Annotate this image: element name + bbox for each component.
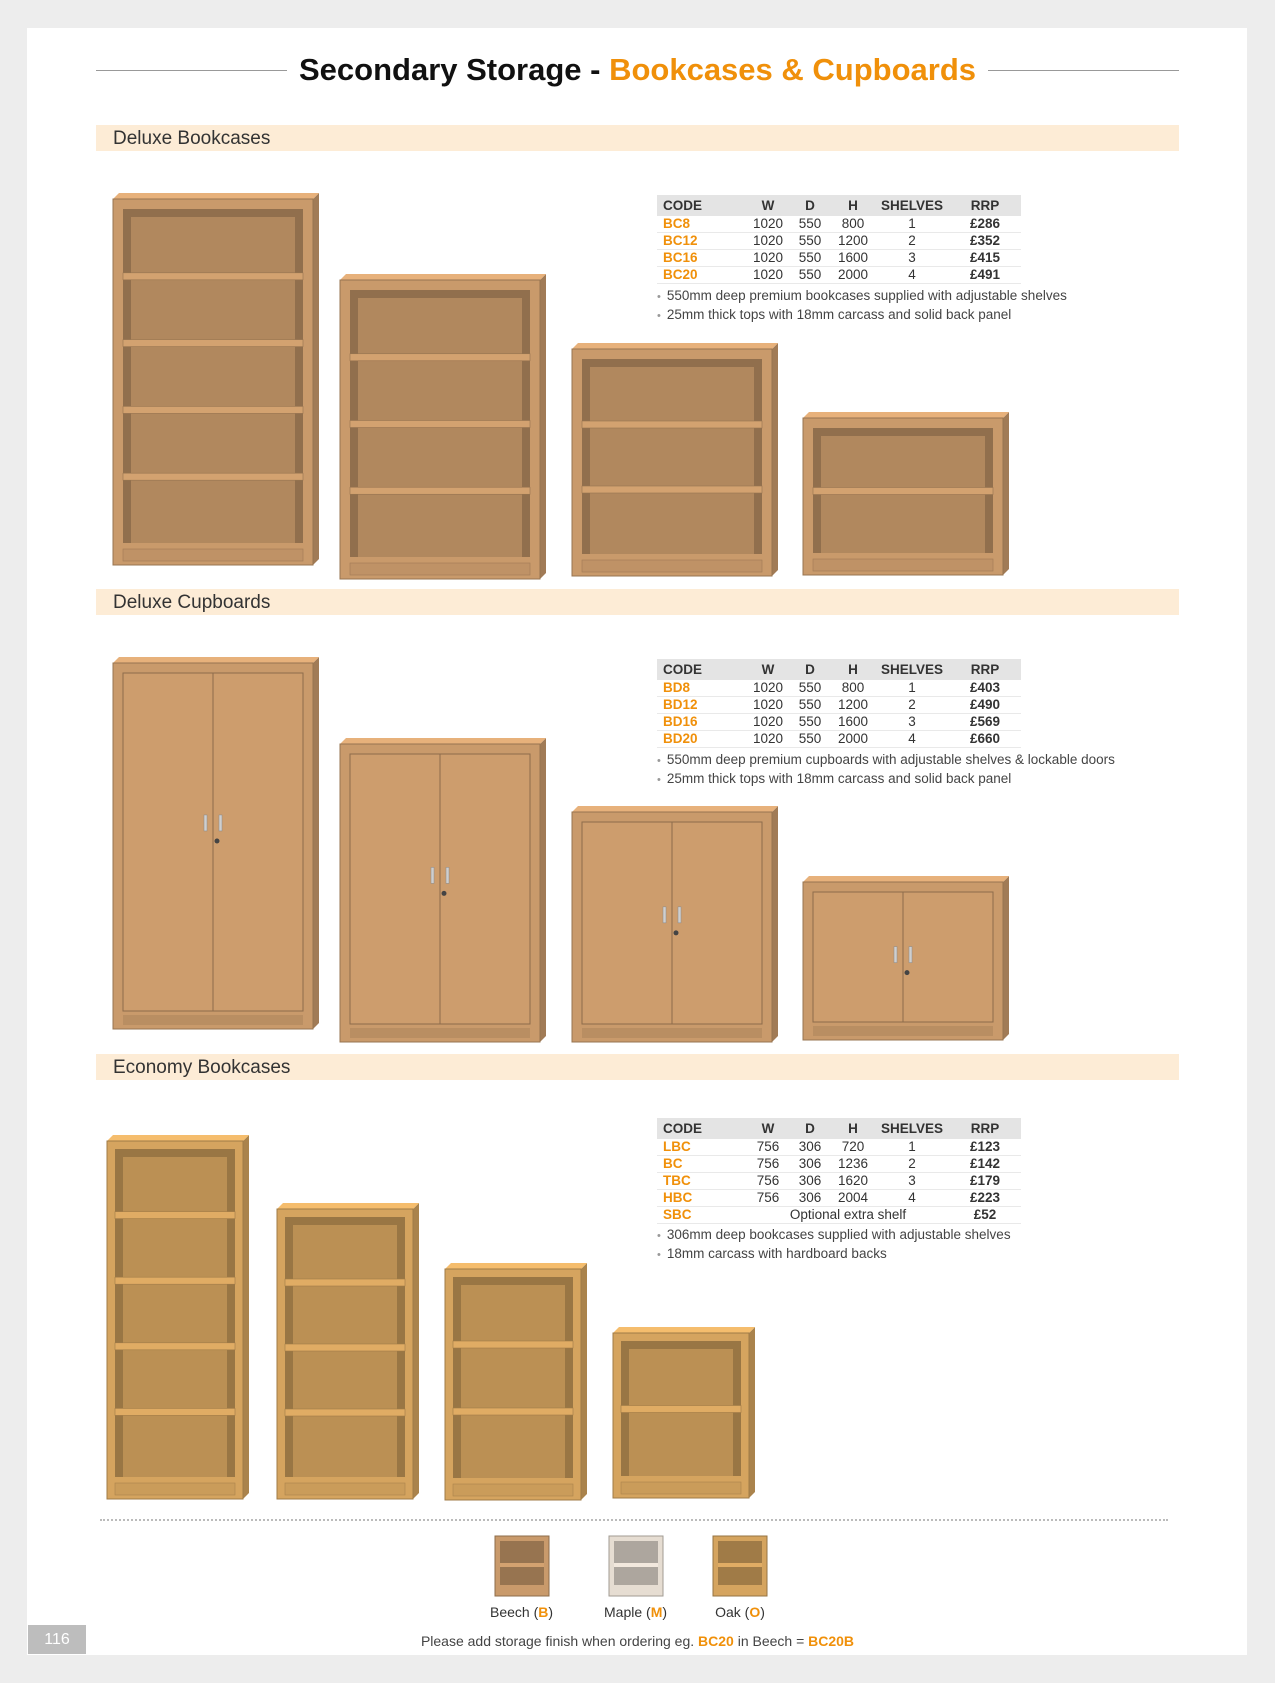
cell-code: BC16 (657, 250, 747, 267)
note-item: • 25mm thick tops with 18mm carcass and solid back panel (657, 306, 1067, 325)
cell-rrp: £123 (949, 1139, 1021, 1156)
cell-code: BD16 (657, 714, 747, 731)
table-row (657, 697, 1021, 714)
cupboard-bd8-image (803, 876, 1015, 1046)
cell-w: 1020 (747, 233, 789, 250)
cell-d: 550 (789, 233, 831, 250)
cupboard-bd12-image (572, 806, 784, 1048)
table-row (657, 216, 1021, 233)
title-rule-right (988, 70, 1179, 71)
section-heading-deluxe-bookcases (96, 125, 1179, 151)
section-heading-deluxe-cupboards (96, 589, 1179, 615)
page-title-row (96, 50, 1179, 90)
col-shelves: SHELVES (875, 195, 949, 216)
cell-h: 800 (831, 680, 875, 697)
col-shelves: SHELVES (875, 1118, 949, 1139)
table-header-row (657, 659, 1021, 680)
finish-label: Beech (B) (490, 1604, 554, 1620)
cell-code: HBC (657, 1190, 747, 1207)
bookcase-bc8-image (803, 412, 1015, 581)
cell-w: 756 (747, 1156, 789, 1173)
maple-bookcase-icon (608, 1535, 664, 1597)
col-d: D (789, 1118, 831, 1139)
cell-shelves: 4 (875, 731, 949, 748)
table-row (657, 1173, 1021, 1190)
cell-d: 306 (789, 1173, 831, 1190)
cell-d: 550 (789, 731, 831, 748)
ordering-note: Please add storage finish when ordering eg. BC20 in Beech = BC20B (420, 1633, 855, 1649)
cell-d: 306 (789, 1139, 831, 1156)
bookcase-bc-image (445, 1263, 593, 1506)
col-code: CODE (657, 195, 747, 216)
finish-swatch-maple (604, 1535, 667, 1620)
finish-swatch-beech (490, 1535, 553, 1620)
col-rrp: RRP (949, 659, 1021, 680)
cell-rrp: £491 (949, 267, 1021, 284)
cell-code: TBC (657, 1173, 747, 1190)
title-rule-left (96, 70, 287, 71)
col-h: H (831, 1118, 875, 1139)
cell-d: 550 (789, 697, 831, 714)
table-row-extra (657, 1207, 1021, 1224)
bookcase-tbc-image (277, 1203, 425, 1505)
bookcase-bc16-image (340, 274, 552, 585)
cell-h: 1620 (831, 1173, 875, 1190)
col-code: CODE (657, 659, 747, 680)
cell-code: LBC (657, 1139, 747, 1156)
cell-code: BD20 (657, 731, 747, 748)
cell-h: 1200 (831, 697, 875, 714)
table-row (657, 1139, 1021, 1156)
cell-rrp: £142 (949, 1156, 1021, 1173)
bookcase-bc20-image (113, 193, 325, 571)
cell-rrp: £569 (949, 714, 1021, 731)
col-rrp: RRP (949, 1118, 1021, 1139)
cell-rrp: £286 (949, 216, 1021, 233)
cell-code: BC8 (657, 216, 747, 233)
oak-bookcase-icon (712, 1535, 768, 1597)
cell-w: 756 (747, 1173, 789, 1190)
table-header-row (657, 195, 1021, 216)
note-item: • 18mm carcass with hardboard backs (657, 1245, 1011, 1264)
cell-h: 1200 (831, 233, 875, 250)
cell-code: BD12 (657, 697, 747, 714)
title-accent: Bookcases & Cupboards (609, 52, 977, 87)
cell-code: BC20 (657, 267, 747, 284)
section-heading-text: Economy Bookcases (113, 1057, 291, 1078)
cell-rrp: £415 (949, 250, 1021, 267)
col-w: W (747, 195, 789, 216)
finish-swatch-oak (712, 1535, 768, 1620)
cell-rrp: £490 (949, 697, 1021, 714)
cell-w: 756 (747, 1139, 789, 1156)
cell-extra-text: Optional extra shelf (747, 1207, 949, 1224)
cell-shelves: 2 (875, 1156, 949, 1173)
title-prefix: Secondary Storage - (298, 52, 610, 87)
notes-deluxe-bookcases (657, 287, 1067, 325)
col-code: CODE (657, 1118, 747, 1139)
cell-h: 1236 (831, 1156, 875, 1173)
cell-rrp: £352 (949, 233, 1021, 250)
col-w: W (747, 1118, 789, 1139)
cell-shelves: 4 (875, 1190, 949, 1207)
col-d: D (789, 659, 831, 680)
table-header-row (657, 1118, 1021, 1139)
bookcase-bc12-image (572, 343, 784, 582)
col-rrp: RRP (949, 195, 1021, 216)
cell-rrp: £52 (949, 1207, 1021, 1224)
cell-w: 1020 (747, 680, 789, 697)
cupboard-bd16-image (340, 738, 552, 1048)
cell-w: 1020 (747, 731, 789, 748)
page-number: 116 (28, 1625, 86, 1654)
cell-d: 550 (789, 216, 831, 233)
cell-h: 720 (831, 1139, 875, 1156)
cell-shelves: 2 (875, 697, 949, 714)
cell-d: 550 (789, 680, 831, 697)
table-row (657, 1156, 1021, 1173)
cell-shelves: 3 (875, 250, 949, 267)
cell-d: 306 (789, 1190, 831, 1207)
col-d: D (789, 195, 831, 216)
col-h: H (831, 659, 875, 680)
cell-h: 2000 (831, 731, 875, 748)
note-item: • 25mm thick tops with 18mm carcass and solid back panel (657, 770, 1115, 789)
cell-d: 550 (789, 267, 831, 284)
cell-d: 306 (789, 1156, 831, 1173)
cell-rrp: £660 (949, 731, 1021, 748)
col-shelves: SHELVES (875, 659, 949, 680)
cell-code: BC12 (657, 233, 747, 250)
table-row (657, 1190, 1021, 1207)
finish-label: Maple (M) (604, 1604, 668, 1620)
note-item: • 550mm deep premium cupboards with adjustable shelves & lockable doors (657, 751, 1115, 770)
cell-w: 1020 (747, 216, 789, 233)
cell-h: 2004 (831, 1190, 875, 1207)
cell-code: BC (657, 1156, 747, 1173)
cupboard-bd20-image (113, 657, 325, 1035)
cell-rrp: £179 (949, 1173, 1021, 1190)
cell-h: 2000 (831, 267, 875, 284)
cell-shelves: 1 (875, 1139, 949, 1156)
dotted-divider (100, 1519, 1168, 1521)
cell-h: 800 (831, 216, 875, 233)
finish-label: Oak (O) (715, 1604, 765, 1620)
cell-rrp: £403 (949, 680, 1021, 697)
table-row (657, 680, 1021, 697)
spec-table-deluxe-cupboards (657, 659, 1021, 748)
cell-code: BD8 (657, 680, 747, 697)
cell-h: 1600 (831, 250, 875, 267)
notes-deluxe-cupboards (657, 751, 1115, 789)
table-row (657, 267, 1021, 284)
section-heading-text: Deluxe Bookcases (113, 128, 271, 149)
cell-shelves: 1 (875, 680, 949, 697)
cell-d: 550 (789, 714, 831, 731)
page-title (287, 52, 988, 88)
cell-shelves: 3 (875, 714, 949, 731)
table-row (657, 714, 1021, 731)
cell-d: 550 (789, 250, 831, 267)
table-row (657, 233, 1021, 250)
cell-w: 1020 (747, 250, 789, 267)
cell-shelves: 2 (875, 233, 949, 250)
section-heading-text: Deluxe Cupboards (113, 592, 271, 613)
cell-shelves: 3 (875, 1173, 949, 1190)
spec-table-economy-bookcases (657, 1118, 1021, 1224)
cell-shelves: 1 (875, 216, 949, 233)
beech-bookcase-icon (494, 1535, 550, 1597)
section-heading-economy-bookcases (96, 1054, 1179, 1080)
table-row (657, 250, 1021, 267)
cell-w: 1020 (747, 697, 789, 714)
cell-shelves: 4 (875, 267, 949, 284)
cell-w: 1020 (747, 714, 789, 731)
cell-code: SBC (657, 1207, 747, 1224)
notes-economy-bookcases (657, 1226, 1011, 1264)
bookcase-hbc-image (107, 1135, 255, 1505)
cell-w: 1020 (747, 267, 789, 284)
table-row (657, 731, 1021, 748)
bookcase-lbc-image (613, 1327, 761, 1504)
cell-rrp: £223 (949, 1190, 1021, 1207)
note-item: • 306mm deep bookcases supplied with adjustable shelves (657, 1226, 1011, 1245)
cell-w: 756 (747, 1190, 789, 1207)
cell-h: 1600 (831, 714, 875, 731)
spec-table-deluxe-bookcases (657, 195, 1021, 284)
note-item: • 550mm deep premium bookcases supplied with adjustable shelves (657, 287, 1067, 306)
col-w: W (747, 659, 789, 680)
col-h: H (831, 195, 875, 216)
